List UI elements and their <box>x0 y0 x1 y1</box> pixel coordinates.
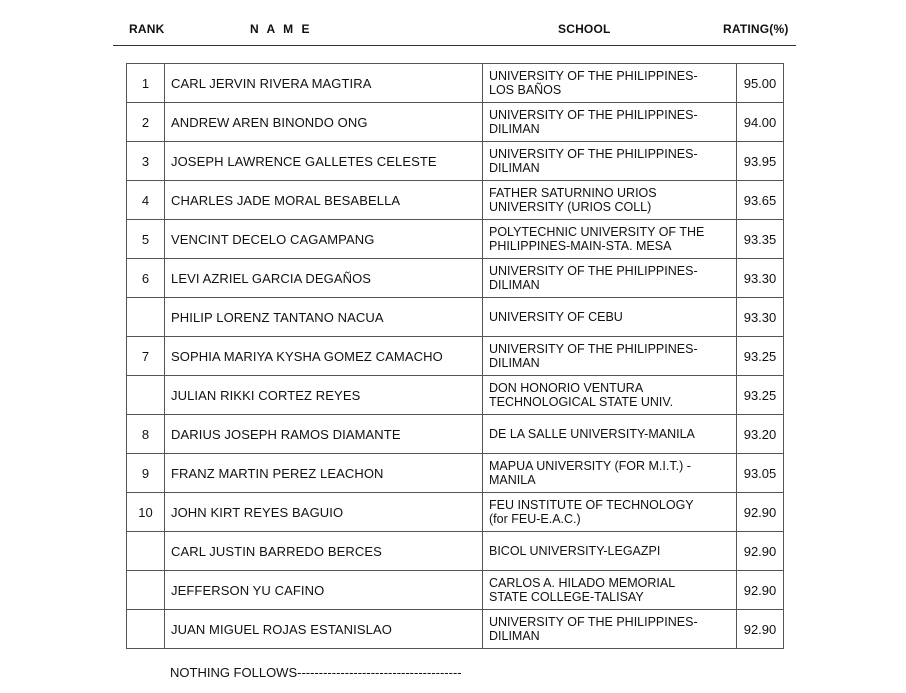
name-cell: SOPHIA MARIYA KYSHA GOMEZ CAMACHO <box>165 337 483 376</box>
table-row <box>127 376 784 415</box>
school-line: DILIMAN <box>489 356 540 370</box>
rating-cell: 93.05 <box>737 454 784 493</box>
name-cell: JOHN KIRT REYES BAGUIO <box>165 493 483 532</box>
school-line: CARLOS A. HILADO MEMORIAL <box>489 575 676 590</box>
school-cell <box>483 532 737 571</box>
school-line: DILIMAN <box>489 122 540 136</box>
name-cell: PHILIP LORENZ TANTANO NACUA <box>165 298 483 337</box>
table-row <box>127 220 784 259</box>
name-cell: FRANZ MARTIN PEREZ LEACHON <box>165 454 483 493</box>
school-cell <box>483 103 737 142</box>
rank-cell: 4 <box>127 181 165 220</box>
school-line: FEU INSTITUTE OF TECHNOLOGY <box>489 497 694 512</box>
school-cell <box>483 571 737 610</box>
rank-cell: 9 <box>127 454 165 493</box>
table-row <box>127 571 784 610</box>
school-line: UNIVERSITY OF THE PHILIPPINES- <box>489 107 698 122</box>
school-line: UNIVERSITY OF THE PHILIPPINES- <box>489 341 698 356</box>
rank-cell <box>127 610 165 649</box>
rating-cell: 92.90 <box>737 571 784 610</box>
nothing-follows-note: NOTHING FOLLOWS-------------------------------------- <box>170 665 462 680</box>
school-cell <box>483 220 737 259</box>
school-cell <box>483 64 737 103</box>
rank-cell: 5 <box>127 220 165 259</box>
name-cell: JOSEPH LAWRENCE GALLETES CELESTE <box>165 142 483 181</box>
school-cell <box>483 337 737 376</box>
school-cell <box>483 298 737 337</box>
rating-column-header: RATING(%) <box>723 22 789 36</box>
rank-column-header: RANK <box>129 22 165 36</box>
school-line: UNIVERSITY OF THE PHILIPPINES- <box>489 68 698 83</box>
table-row <box>127 103 784 142</box>
rating-cell: 92.90 <box>737 493 784 532</box>
school-line: POLYTECHNIC UNIVERSITY OF THE <box>489 224 705 239</box>
school-line: UNIVERSITY OF THE PHILIPPINES- <box>489 614 698 629</box>
rating-cell: 93.30 <box>737 259 784 298</box>
name-cell: CARL JUSTIN BARREDO BERCES <box>165 532 483 571</box>
header-divider <box>113 45 796 46</box>
rating-cell: 93.25 <box>737 337 784 376</box>
rating-cell: 93.20 <box>737 415 784 454</box>
rank-cell: 2 <box>127 103 165 142</box>
school-cell <box>483 376 737 415</box>
rank-cell: 1 <box>127 64 165 103</box>
school-line: FATHER SATURNINO URIOS <box>489 185 657 200</box>
rank-cell <box>127 376 165 415</box>
school-line: UNIVERSITY OF THE PHILIPPINES- <box>489 263 698 278</box>
rating-cell: 95.00 <box>737 64 784 103</box>
school-cell <box>483 181 737 220</box>
school-cell <box>483 415 737 454</box>
school-cell <box>483 259 737 298</box>
school-line: DON HONORIO VENTURA <box>489 380 644 395</box>
results-table-body <box>127 64 784 649</box>
table-row <box>127 337 784 376</box>
school-line: DILIMAN <box>489 278 540 292</box>
school-line: STATE COLLEGE-TALISAY <box>489 590 644 604</box>
table-row <box>127 64 784 103</box>
school-line: MAPUA UNIVERSITY (FOR M.I.T.) - <box>489 458 691 473</box>
name-cell: JUAN MIGUEL ROJAS ESTANISLAO <box>165 610 483 649</box>
name-cell: CHARLES JADE MORAL BESABELLA <box>165 181 483 220</box>
school-line: DILIMAN <box>489 629 540 643</box>
table-row <box>127 415 784 454</box>
name-cell: CARL JERVIN RIVERA MAGTIRA <box>165 64 483 103</box>
school-column-header: SCHOOL <box>558 22 611 36</box>
school-cell <box>483 493 737 532</box>
rank-cell: 7 <box>127 337 165 376</box>
table-row <box>127 181 784 220</box>
table-row <box>127 493 784 532</box>
rank-cell: 6 <box>127 259 165 298</box>
school-line: TECHNOLOGICAL STATE UNIV. <box>489 395 674 409</box>
rank-cell <box>127 532 165 571</box>
table-row <box>127 454 784 493</box>
rank-cell: 10 <box>127 493 165 532</box>
school-line: PHILIPPINES-MAIN-STA. MESA <box>489 239 672 253</box>
school-line: DE LA SALLE UNIVERSITY-MANILA <box>489 426 695 441</box>
school-line: BICOL UNIVERSITY-LEGAZPI <box>489 543 661 558</box>
name-cell: LEVI AZRIEL GARCIA DEGAÑOS <box>165 259 483 298</box>
school-cell <box>483 610 737 649</box>
school-line: LOS BAÑOS <box>489 83 562 97</box>
name-cell: DARIUS JOSEPH RAMOS DIAMANTE <box>165 415 483 454</box>
school-cell <box>483 454 737 493</box>
rating-cell: 92.90 <box>737 610 784 649</box>
name-cell: ANDREW AREN BINONDO ONG <box>165 103 483 142</box>
table-row <box>127 259 784 298</box>
table-row <box>127 610 784 649</box>
school-line: MANILA <box>489 473 536 487</box>
school-line: DILIMAN <box>489 161 540 175</box>
table-row <box>127 298 784 337</box>
school-line: (for FEU-E.A.C.) <box>489 512 581 526</box>
school-line: UNIVERSITY OF CEBU <box>489 309 623 324</box>
rating-cell: 93.65 <box>737 181 784 220</box>
rating-cell: 93.30 <box>737 298 784 337</box>
school-line: UNIVERSITY OF THE PHILIPPINES- <box>489 146 698 161</box>
name-cell: VENCINT DECELO CAGAMPANG <box>165 220 483 259</box>
rating-cell: 93.35 <box>737 220 784 259</box>
rating-cell: 94.00 <box>737 103 784 142</box>
school-cell <box>483 142 737 181</box>
rating-cell: 93.95 <box>737 142 784 181</box>
results-table <box>126 63 784 649</box>
table-row <box>127 532 784 571</box>
rank-cell: 8 <box>127 415 165 454</box>
table-row <box>127 142 784 181</box>
school-line: UNIVERSITY (URIOS COLL) <box>489 200 652 214</box>
name-column-header: N A M E <box>250 22 312 36</box>
name-cell: JEFFERSON YU CAFINO <box>165 571 483 610</box>
rating-cell: 92.90 <box>737 532 784 571</box>
rank-cell <box>127 298 165 337</box>
rank-cell: 3 <box>127 142 165 181</box>
rating-cell: 93.25 <box>737 376 784 415</box>
rank-cell <box>127 571 165 610</box>
name-cell: JULIAN RIKKI CORTEZ REYES <box>165 376 483 415</box>
